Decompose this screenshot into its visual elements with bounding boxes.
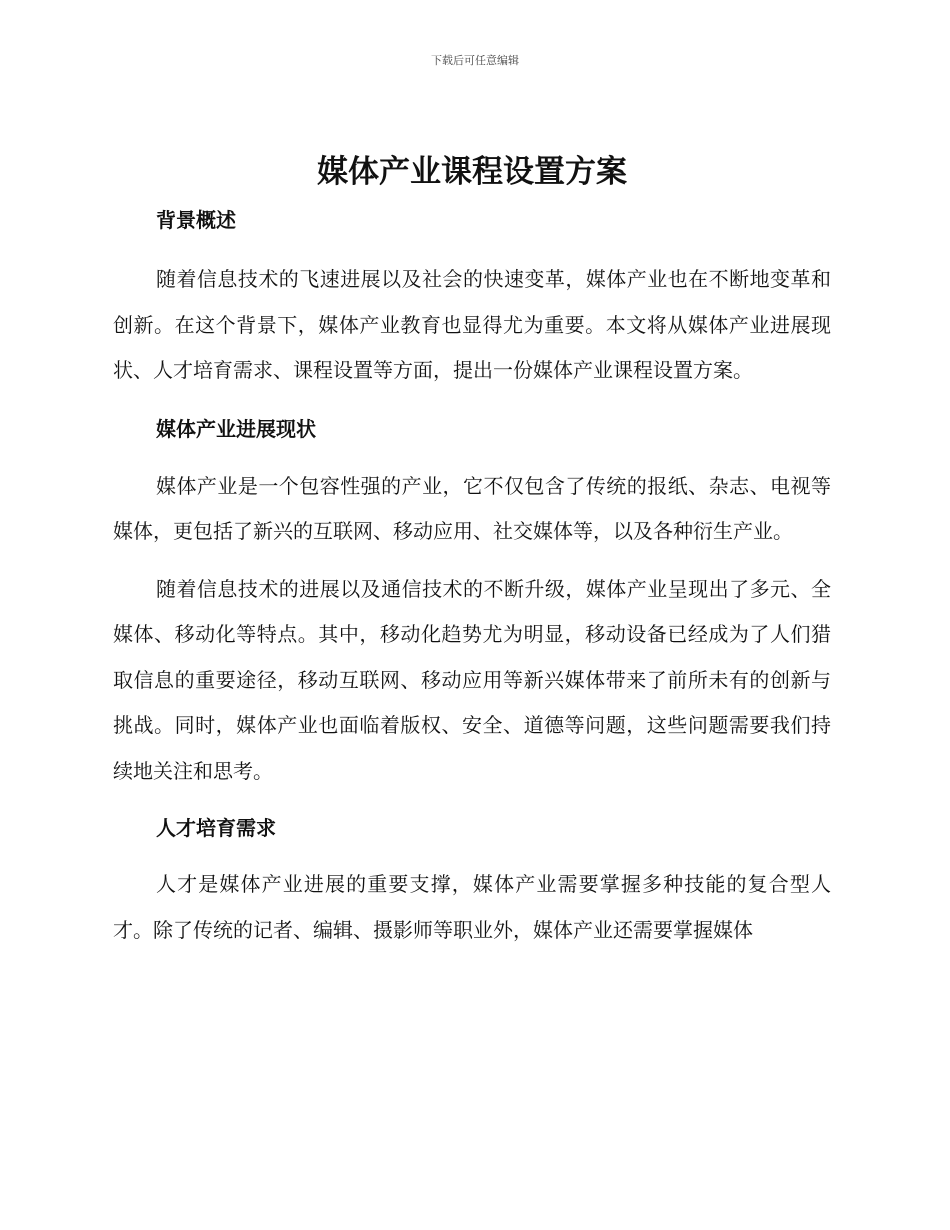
- section-heading-talent-needs: 人才培育需求: [156, 816, 276, 840]
- paragraph-background: 随着信息技术的飞速进展以及社会的快速变革，媒体产业也在不断地变革和创新。在这个背景下，媒体产业教育也显得尤为重要。本文将从媒体产业进展现状、人才培育需求、课程设置等方面，提出一份媒体产业课程设置方案。: [113, 267, 831, 382]
- section-heading-industry-status: 媒体产业进展现状: [156, 416, 316, 441]
- section-heading-background: 背景概述: [156, 208, 236, 232]
- paragraph-talent-needs: 人才是媒体产业进展的重要支撑，媒体产业需要掌握多种技能的复合型人才。除了传统的记者、编辑、摄影师等职业外，媒体产业还需要掌握媒体: [113, 872, 831, 942]
- page-header-note: 下载后可任意编辑: [431, 54, 519, 67]
- paragraph-industry-status-2: 随着信息技术的进展以及通信技术的不断升级，媒体产业呈现出了多元、全媒体、移动化等特点。其中，移动化趋势尤为明显，移动设备已经成为了人们猎取信息的重要途径，移动互联网、移动应用等新兴媒体带来了前所未有的创新与挑战。同时，媒体产业也面临着版权、安全、道德等问题，这些问题需要我们持续地关注和思考。: [113, 576, 831, 783]
- paragraph-industry-status-1: 媒体产业是一个包容性强的产业，它不仅包含了传统的报纸、杂志、电视等媒体，更包括了新兴的互联网、移动应用、社交媒体等，以及各种衍生产业。: [113, 473, 831, 543]
- document-title: 媒体产业课程设置方案: [317, 154, 627, 190]
- document-body: [113, 150, 831, 953]
